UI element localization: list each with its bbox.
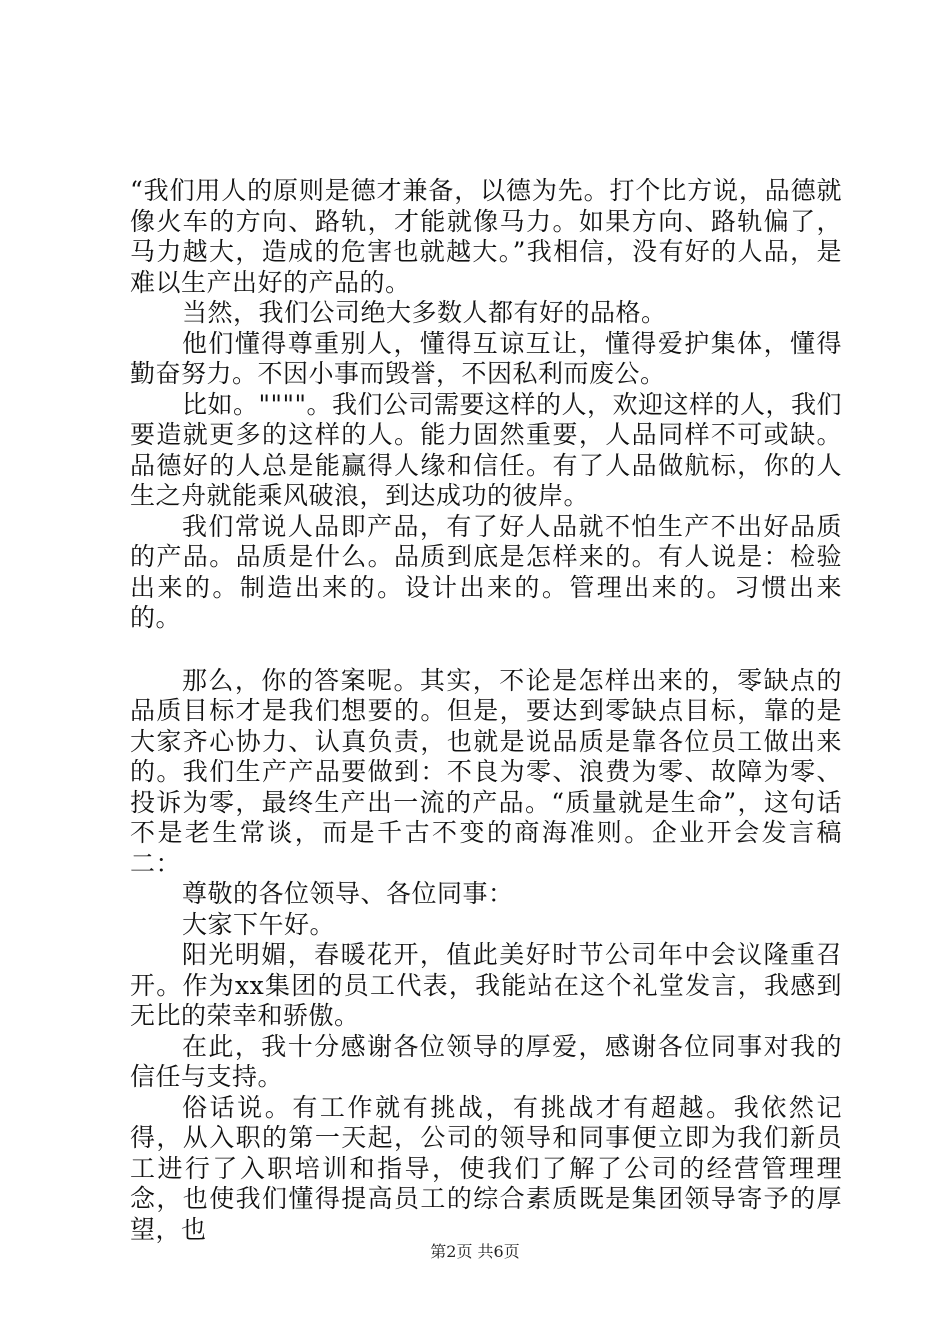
paragraph-9: 阳光明媚，春暖花开，值此美好时节公司年中会议隆重召开。作为xx集团的员工代表，我能站在这个礼堂发言，我感到无比的荣幸和骄傲。 bbox=[130, 940, 842, 1030]
paragraph-salutation: 尊敬的各位领导、各位同事： bbox=[182, 879, 514, 908]
paragraph-3: 他们懂得尊重别人，懂得互谅互让，懂得爱护集体，懂得勤奋努力。不因小事而毁誉，不因私利而废公。 bbox=[130, 328, 842, 388]
paragraph-4: 比如。""""。我们公司需要这样的人，欢迎这样的人，我们要造就更多的这样的人。能力固然重要，人品同样不可或缺。品德好的人总是能赢得人缘和信任。有了人品做航标，你的人生之舟就能乘风破浪，到达成功的彼岸。 bbox=[130, 389, 842, 510]
document-body bbox=[130, 176, 842, 1245]
paragraph-1: “我们用人的原则是德才兼备，以德为先。打个比方说，品德就像火车的方向、路轨，才能就像马力。如果方向、路轨偏了，马力越大，造成的危害也就越大。”我相信，没有好的人品，是难以生产出好的产品的。 bbox=[130, 176, 842, 297]
paragraph-2: 当然，我们公司绝大多数人都有好的品格。 bbox=[182, 298, 667, 327]
paragraph-6: 那么，你的答案呢。其实，不论是怎样出来的，零缺点的品质目标才是我们想要的。但是，要达到零缺点目标，靠的是大家齐心协力、认真负责，也就是说品质是靠各位员工做出来的。我们生产产品要做到：不良为零、浪费为零、故障为零、投诉为零，最终生产出一流的产品。“质量就是生命”，这句话不是老生常谈，而是千古不变的商海准则。企业开会发言稿二： bbox=[130, 665, 842, 878]
paragraph-11: 俗话说。有工作就有挑战，有挑战才有超越。我依然记得，从入职的第一天起，公司的领导和同事便立即为我们新员工进行了入职培训和指导，使我们了解了公司的经营管理理念，也使我们懂得提高员工的综合素质既是集团领导寄予的厚望，也 bbox=[130, 1092, 842, 1244]
paragraph-10: 在此，我十分感谢各位领导的厚爱，感谢各位同事对我的信任与支持。 bbox=[130, 1031, 842, 1091]
paragraph-greeting: 大家下午好。 bbox=[182, 909, 336, 939]
paragraph-5: 我们常说人品即产品，有了好人品就不怕生产不出好品质的产品。品质是什么。品质到底是怎样来的。有人说是：检验出来的。制造出来的。设计出来的。管理出来的。习惯出来的。 bbox=[130, 511, 842, 632]
page-number-footer: 第2页 共6页 bbox=[430, 1242, 520, 1261]
